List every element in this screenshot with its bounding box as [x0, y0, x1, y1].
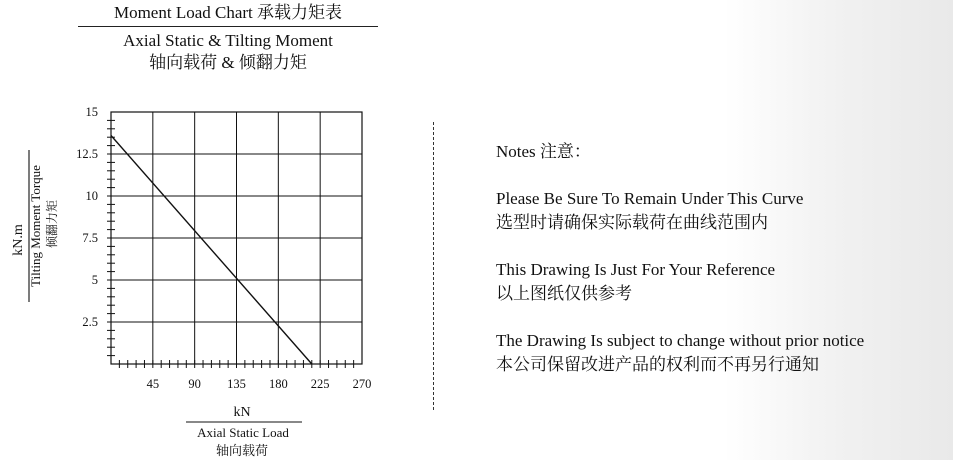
chart-grid: [111, 112, 362, 364]
y-tick-label: 7.5: [82, 231, 98, 245]
y-tick-label: 5: [91, 273, 98, 287]
y-tick-labels: [76, 105, 98, 329]
x-tick-label: 45: [146, 377, 160, 391]
y-axis-title-en: Tilting Moment Torque: [28, 165, 43, 287]
note-cn: 本公司保留改进产品的权利而不再另行通知: [496, 355, 819, 374]
note-item: [496, 329, 951, 377]
x-tick-label: 225: [310, 377, 330, 391]
notes-panel: [496, 140, 951, 377]
y-tick-label: 15: [85, 105, 98, 119]
x-tick-label: 180: [268, 377, 288, 391]
x-axis-label: [186, 405, 302, 458]
y-axis-label: [11, 150, 59, 302]
x-tick-label: 135: [227, 377, 246, 391]
x-axis-unit: kN: [233, 405, 251, 420]
y-tick-label: 10: [85, 189, 98, 203]
x-axis-title-en: Axial Static Load: [197, 425, 289, 440]
chart-subtitle-cn: 轴向载荷 & 倾翻力矩: [149, 53, 307, 72]
note-cn: 以上图纸仅供参考: [496, 284, 632, 303]
chart-title: Moment Load Chart 承载力矩表: [113, 3, 343, 22]
note-en: The Drawing Is subject to change without prior notice: [496, 331, 865, 350]
x-tick-label: 90: [188, 377, 201, 391]
series-layer: [111, 136, 312, 364]
note-en: Please Be Sure To Remain Under This Curve: [496, 189, 804, 208]
minor-ticks: [107, 120, 354, 368]
x-tick-labels: [147, 377, 372, 391]
series-line: [111, 136, 312, 364]
note-en: This Drawing Is Just For Your Reference: [496, 260, 776, 279]
chart-subtitle-en: Axial Static & Tilting Moment: [123, 31, 333, 50]
moment-load-chart: [0, 0, 430, 460]
x-tick-label: 270: [352, 377, 372, 391]
y-axis-title-cn: 倾翻力矩: [45, 199, 59, 249]
y-tick-label: 12.5: [76, 147, 98, 161]
notes-heading: Notes 注意：: [496, 142, 591, 161]
note-item: [496, 258, 951, 306]
note-cn: 选型时请确保实际载荷在曲线范围内: [496, 213, 768, 232]
x-axis-title-cn: 轴向载荷: [215, 443, 269, 458]
note-item: [496, 187, 951, 235]
dashed-divider: [433, 122, 434, 410]
y-tick-label: 2.5: [82, 315, 98, 329]
y-axis-unit: kN.m: [11, 224, 26, 256]
